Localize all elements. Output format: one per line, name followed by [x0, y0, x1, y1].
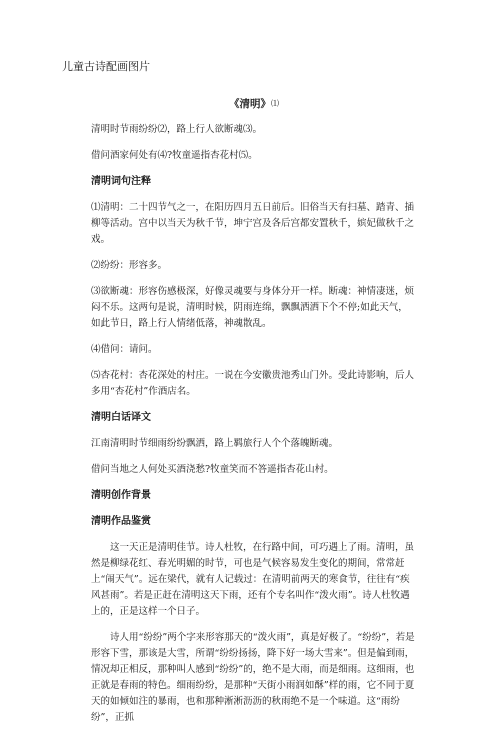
document-body [91, 96, 417, 736]
poem-line-2: 借问酒家何处有⑷?牧童遥指杏花村⑸。 [91, 150, 258, 161]
notes-heading: 清明词句注释 [91, 176, 151, 187]
note-3: ⑶欲断魂：形容伤感极深，好像灵魂要与身体分开一样。断魂：神情凄迷，烦闷不乐。这两句是说，清明时候，阴雨连绵，飘飘洒洒下个不停;如此天气，如此节日，路上行人情绪低落，神魂散乱。 [91, 286, 415, 329]
translation-line-2: 借问当地之人何处买酒浇愁?牧童笑而不答遥指杏花山村。 [91, 464, 334, 475]
appreciation-heading: 清明作品鉴赏 [91, 516, 151, 527]
translation-line-1: 江南清明时节细雨纷纷飘洒，路上羁旅行人个个落魄断魂。 [91, 438, 339, 449]
poem-title [91, 96, 417, 112]
note-2: ⑵纷纷：形容多。 [91, 260, 168, 271]
appreciation-paragraph-1: 这一天正是清明佳节。诗人杜牧，在行路中间，可巧遇上了雨。清明，虽然是柳绿花红、春光明媚的时节，可也是气候容易发生变化的期间，常常赶上“闹天气”。远在梁代，就有人记载过：在清明前两天的寒食节，往往有“疾风甚雨”。若是正赶在清明这天下雨，还有个专名叫作“泼火雨”。诗人杜牧遇上的，正是这样一个日子。 [91, 542, 415, 617]
note-1: ⑴清明：二十四节气之一，在阳历四月五日前后。旧俗当天有扫墓、踏青、插柳等活动。宫中以当天为秋千节，坤宁宫及各后宫都安置秋千，嫔妃做秋千之戏。 [91, 202, 415, 245]
poem-line-1: 清明时节雨纷纷⑵，路上行人欲断魂⑶。 [91, 124, 263, 135]
translation-heading: 清明白话译文 [91, 412, 151, 423]
appreciation-paragraph-2: 诗人用“纷纷”两个字来形容那天的“泼火雨”，真是好极了。“纷纷”，若是形容下雪，那该是大雪，所谓“纷纷扬扬，降下好一场大雪来”。但是偏到雨，情况却正相反，那种叫人感到“纷纷”的，绝不是大雨，而是细雨。这细雨，也正就是春雨的特色。细雨纷纷，是那种“天街小雨润如酥”样的雨，它不同于夏天的如倾如注的暴雨，也和那种淅淅沥沥的秋雨绝不是一个味道。这“雨纷纷”，正抓 [91, 632, 415, 723]
poem-title-ref: ⑴ [271, 99, 279, 108]
poem-title-text: 《清明》 [229, 98, 271, 110]
background-heading: 清明创作背景 [91, 490, 151, 501]
document-title: 儿童古诗配画图片 [62, 60, 150, 73]
note-5: ⑸杏花村：杏花深处的村庄。一说在今安徽贵池秀山门外。受此诗影响，后人多用“杏花村”作酒店名。 [91, 370, 415, 397]
note-4: ⑷借问：请问。 [91, 344, 158, 355]
